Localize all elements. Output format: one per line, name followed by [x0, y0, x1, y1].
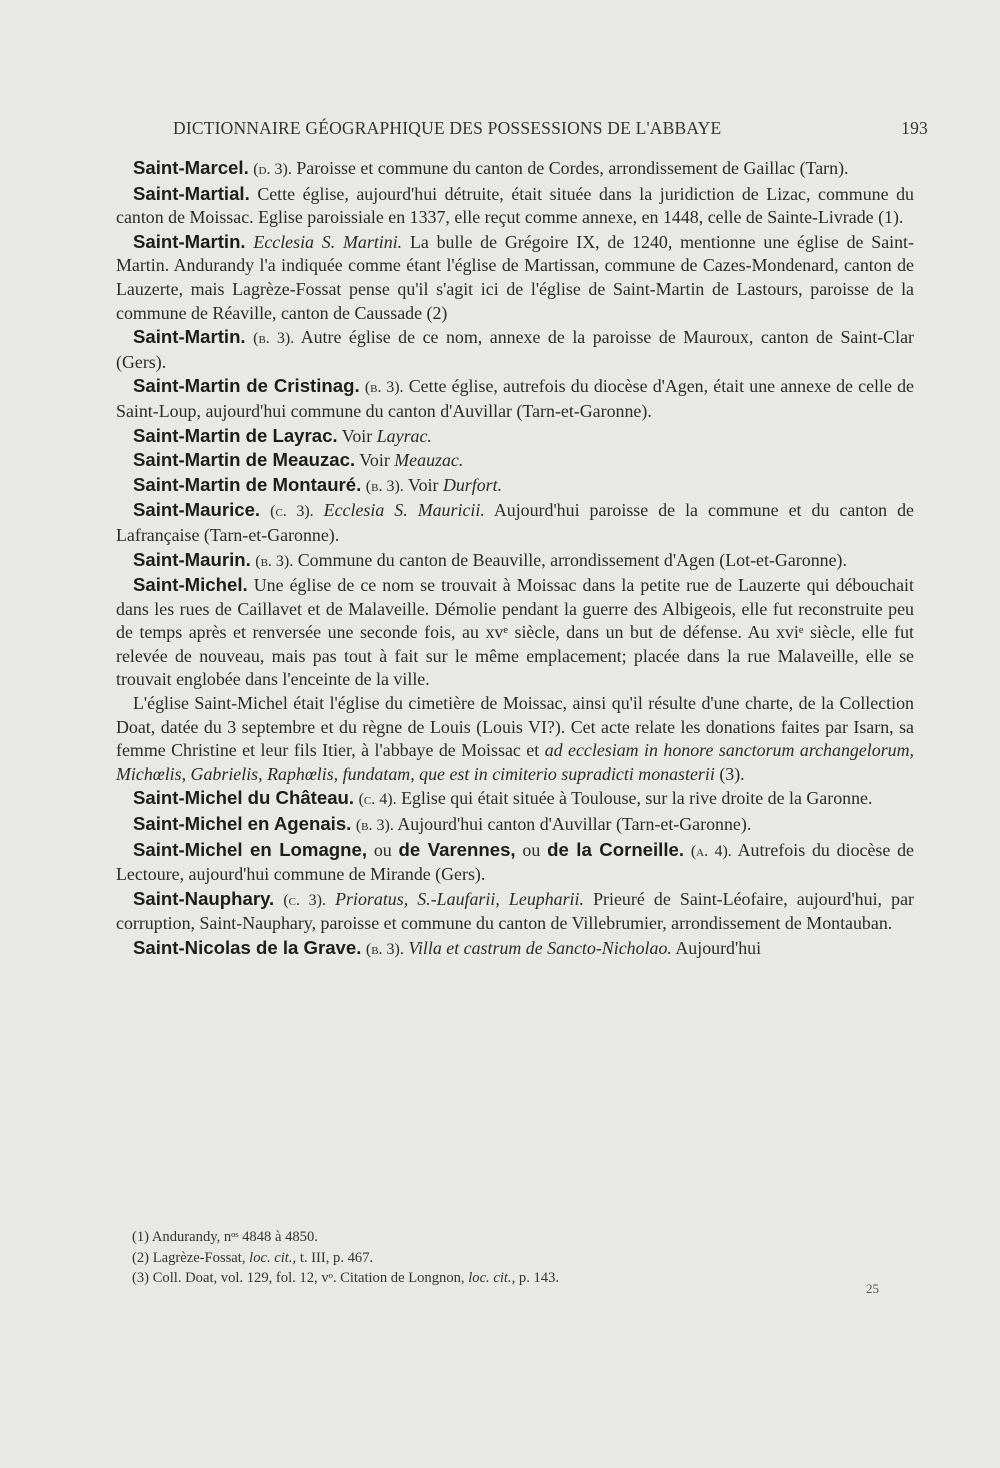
entry-saint-michel-en-lomagne: [116, 838, 914, 887]
map-reference: (b. 3).: [364, 379, 404, 397]
footnote-number: (1): [132, 1229, 150, 1245]
entry-heading: Saint-Nicolas de la Grave.: [133, 937, 362, 958]
entry-text: L'église Saint-Michel était l'église du cimetière de Moissac, ainsi qu'il résulte d'une charte, de la Collection Doat, datée du 3 septembre et du règne de Louis (Louis VI?). Cet acte relate les donations faites par Isarn, sa femme Christine et leur fils Itier, à l'abbaye de Moissac et: [116, 693, 914, 761]
footnote-ref: (3).: [719, 763, 745, 784]
entry-saint-martial: [116, 182, 914, 230]
entry-text: Aujourd'hui: [675, 938, 762, 958]
entry-heading: Saint-Martin de Layrac.: [133, 424, 338, 446]
entry-heading: Saint-Martin de Cristinag.: [133, 375, 360, 397]
entry-text: Autre église de ce nom, annexe de la paroisse de Mauroux, canton de Saint-Clar (Gers).: [116, 327, 914, 372]
entry-text: La bulle de Grégoire IX, de 1240, mentionne une église de Saint-Martin. Andurandy l'a indiquée comme étant l'église de Martissan, commune de Cazes-Mondenard, canton de Lauzerte, mais Lagrèze-Fossat pense qu'il s'agit ici de l'église de Saint-Martin de Lastours, paroisse de la commune de Réaville, canton de Caussade (2): [116, 231, 914, 323]
map-reference: (b. 3).: [365, 477, 404, 495]
footnote-tail: t. III, p. 467.: [299, 1249, 374, 1266]
connector-text: ou: [522, 839, 541, 860]
entry-saint-martin-de-montaure: [116, 473, 914, 499]
map-reference: (b. 3).: [253, 330, 295, 348]
entry-heading: Saint-Michel en Lomagne,: [133, 838, 368, 860]
entry-heading: Saint-Martin.: [133, 230, 246, 252]
map-reference: (c. 4).: [358, 791, 397, 809]
entry-heading: Saint-Michel en Agenais.: [133, 813, 352, 835]
entry-heading: Saint-Martin de Montauré.: [133, 473, 362, 495]
latin-name: Prioratus, S.-Laufarii, Leupharii.: [335, 888, 584, 909]
entry-text: Paroisse et commune du canton de Cordes, arrondissement de Gaillac (Tarn).: [296, 158, 849, 178]
latin-name: Villa et castrum de Sancto-Nicholao.: [408, 938, 672, 958]
footnote-text: Lagrèze-Fossat,: [152, 1249, 246, 1266]
entry-saint-maurice: [116, 498, 914, 547]
footnote-text: Andurandy, nᵒˢ 4848 à 4850.: [151, 1229, 318, 1245]
entry-saint-martin-1: [116, 230, 914, 325]
entry-saint-marcel: [116, 156, 914, 182]
entry-heading: Saint-Michel du Château.: [133, 787, 355, 809]
page-number: 193: [901, 118, 928, 138]
map-reference: (a. 4).: [690, 842, 732, 860]
entry-saint-nicolas-de-la-grave: [116, 936, 914, 962]
entry-saint-michel-du-chateau: [116, 786, 914, 812]
footnote-2: [132, 1248, 832, 1269]
entry-heading: Saint-Martin.: [133, 326, 246, 348]
dictionary-body: [116, 156, 914, 962]
entry-saint-martin-2: [116, 325, 914, 374]
entry-text: Commune du canton de Beauville, arrondissement d'Agen (Lot-et-Garonne).: [297, 549, 847, 570]
entry-text: Prieuré de Saint-Léofaire, aujourd'hui, par corruption, Saint-Nauphary, paroisse et commune du canton de Villebrumier, arrondissement de Montauban.: [116, 888, 914, 934]
entry-heading: Saint-Maurice.: [133, 499, 261, 521]
entry-text: Voir: [359, 450, 390, 471]
running-title: DICTIONNAIRE GÉOGRAPHIQUE DES POSSESSIONS DE L'ABBAYE: [173, 118, 722, 138]
entry-saint-maurin: [116, 548, 914, 574]
entry-heading: Saint-Maurin.: [133, 548, 251, 570]
footnote-3: [132, 1268, 832, 1289]
cross-reference: Durfort.: [442, 474, 503, 495]
footnote-number: (2): [132, 1249, 150, 1266]
entry-saint-michel-en-agenais: [116, 812, 914, 838]
entry-text: Autrefois du diocèse de Lectoure, aujourd'hui commune de Mirande (Gers).: [116, 839, 914, 885]
entry-saint-martin-de-meauzac: [116, 448, 914, 473]
footnote-italic: loc. cit.,: [249, 1249, 297, 1266]
entry-text: Voir: [407, 474, 439, 495]
entry-text: Cette église, aujourd'hui détruite, était située dans la juridiction de Lizac, commune du canton de Moissac. Eglise paroissiale en 1337, elle reçut comme annexe, en 1448, celle de Sainte-Livrade (1).: [116, 183, 914, 228]
cross-reference: Meauzac.: [394, 450, 464, 471]
entry-heading-alt: de la Corneille.: [547, 838, 685, 860]
map-reference: (b. 3).: [365, 941, 404, 958]
entry-heading: Saint-Nauphary.: [133, 887, 275, 909]
entry-text: Aujourd'hui canton d'Auvillar (Tarn-et-Garonne).: [397, 814, 752, 835]
map-reference: (b. 3).: [355, 817, 394, 835]
footnote-italic: loc. cit.,: [468, 1270, 516, 1286]
entry-heading-alt: de Varennes,: [398, 838, 516, 860]
latin-name: Ecclesia S. Mauricii.: [323, 500, 485, 521]
connector-text: ou: [373, 839, 392, 860]
footnotes: [132, 1227, 832, 1289]
cross-reference: Layrac.: [376, 425, 432, 446]
signature-mark: 25: [866, 1281, 879, 1296]
entry-saint-michel: [116, 573, 914, 692]
entry-saint-martin-de-layrac: [116, 424, 914, 449]
entry-text: Aujourd'hui paroisse de la commune et du canton de Lafrançaise (Tarn-et-Garonne).: [116, 500, 914, 545]
map-reference: (c. 3).: [283, 891, 326, 909]
entry-heading: Saint-Marcel.: [133, 157, 249, 178]
latin-name: Ecclesia S. Martini.: [253, 231, 403, 252]
entry-heading: Saint-Michel.: [133, 574, 248, 596]
map-reference: (b. 3).: [255, 552, 294, 570]
entry-text: Cette église, autrefois du diocèse d'Agen, était une annexe de celle de Saint-Loup, aujourd'hui commune du canton d'Auvillar (Tarn-et-Garonne).: [116, 376, 914, 421]
map-reference: (c. 3).: [270, 503, 314, 521]
footnote-number: (3): [132, 1270, 150, 1286]
entry-text: Voir: [341, 425, 373, 446]
entry-text: Une église de ce nom se trouvait à Moissac dans la petite rue de Lauzerte qui débouchait dans les rues de Caillavet et de Malaveille. Démolie pendant la guerre des Albigeois, elle fut reconstruite peu de temps après et renversée une seconde fois, au xvᵉ siècle, dans un but de défense. Au xviᵉ siècle, elle fut relevée de nouveau, mais pas tout à fait sur le même emplacement; placée dans la rue Malaveille, elle se trouvait englobée dans l'enceinte de la ville.: [116, 575, 914, 690]
entry-heading: Saint-Martin de Meauzac.: [133, 449, 356, 471]
entry-text: Eglise qui était située à Toulouse, sur la rive droite de la Garonne.: [401, 788, 873, 809]
latin-quotation: ad ecclesiam in honore sanctorum archangelorum, Michœlis, Gabrielis, Raphœlis, fundatam, que est in cimiterio supradicti monasterii: [116, 740, 914, 784]
entry-saint-martin-de-cristinag: [116, 374, 914, 423]
map-reference: (d. 3).: [253, 161, 292, 178]
footnote-tail: p. 143.: [518, 1270, 560, 1286]
entry-saint-nauphary: [116, 887, 914, 936]
footnote-text: Coll. Doat, vol. 129, fol. 12, vᵒ. Citation de Longnon,: [152, 1270, 465, 1286]
footnote-1: [132, 1227, 832, 1248]
entry-heading: Saint-Martial.: [133, 182, 250, 204]
running-header: [116, 118, 928, 142]
entry-saint-michel-continued: [116, 692, 914, 786]
